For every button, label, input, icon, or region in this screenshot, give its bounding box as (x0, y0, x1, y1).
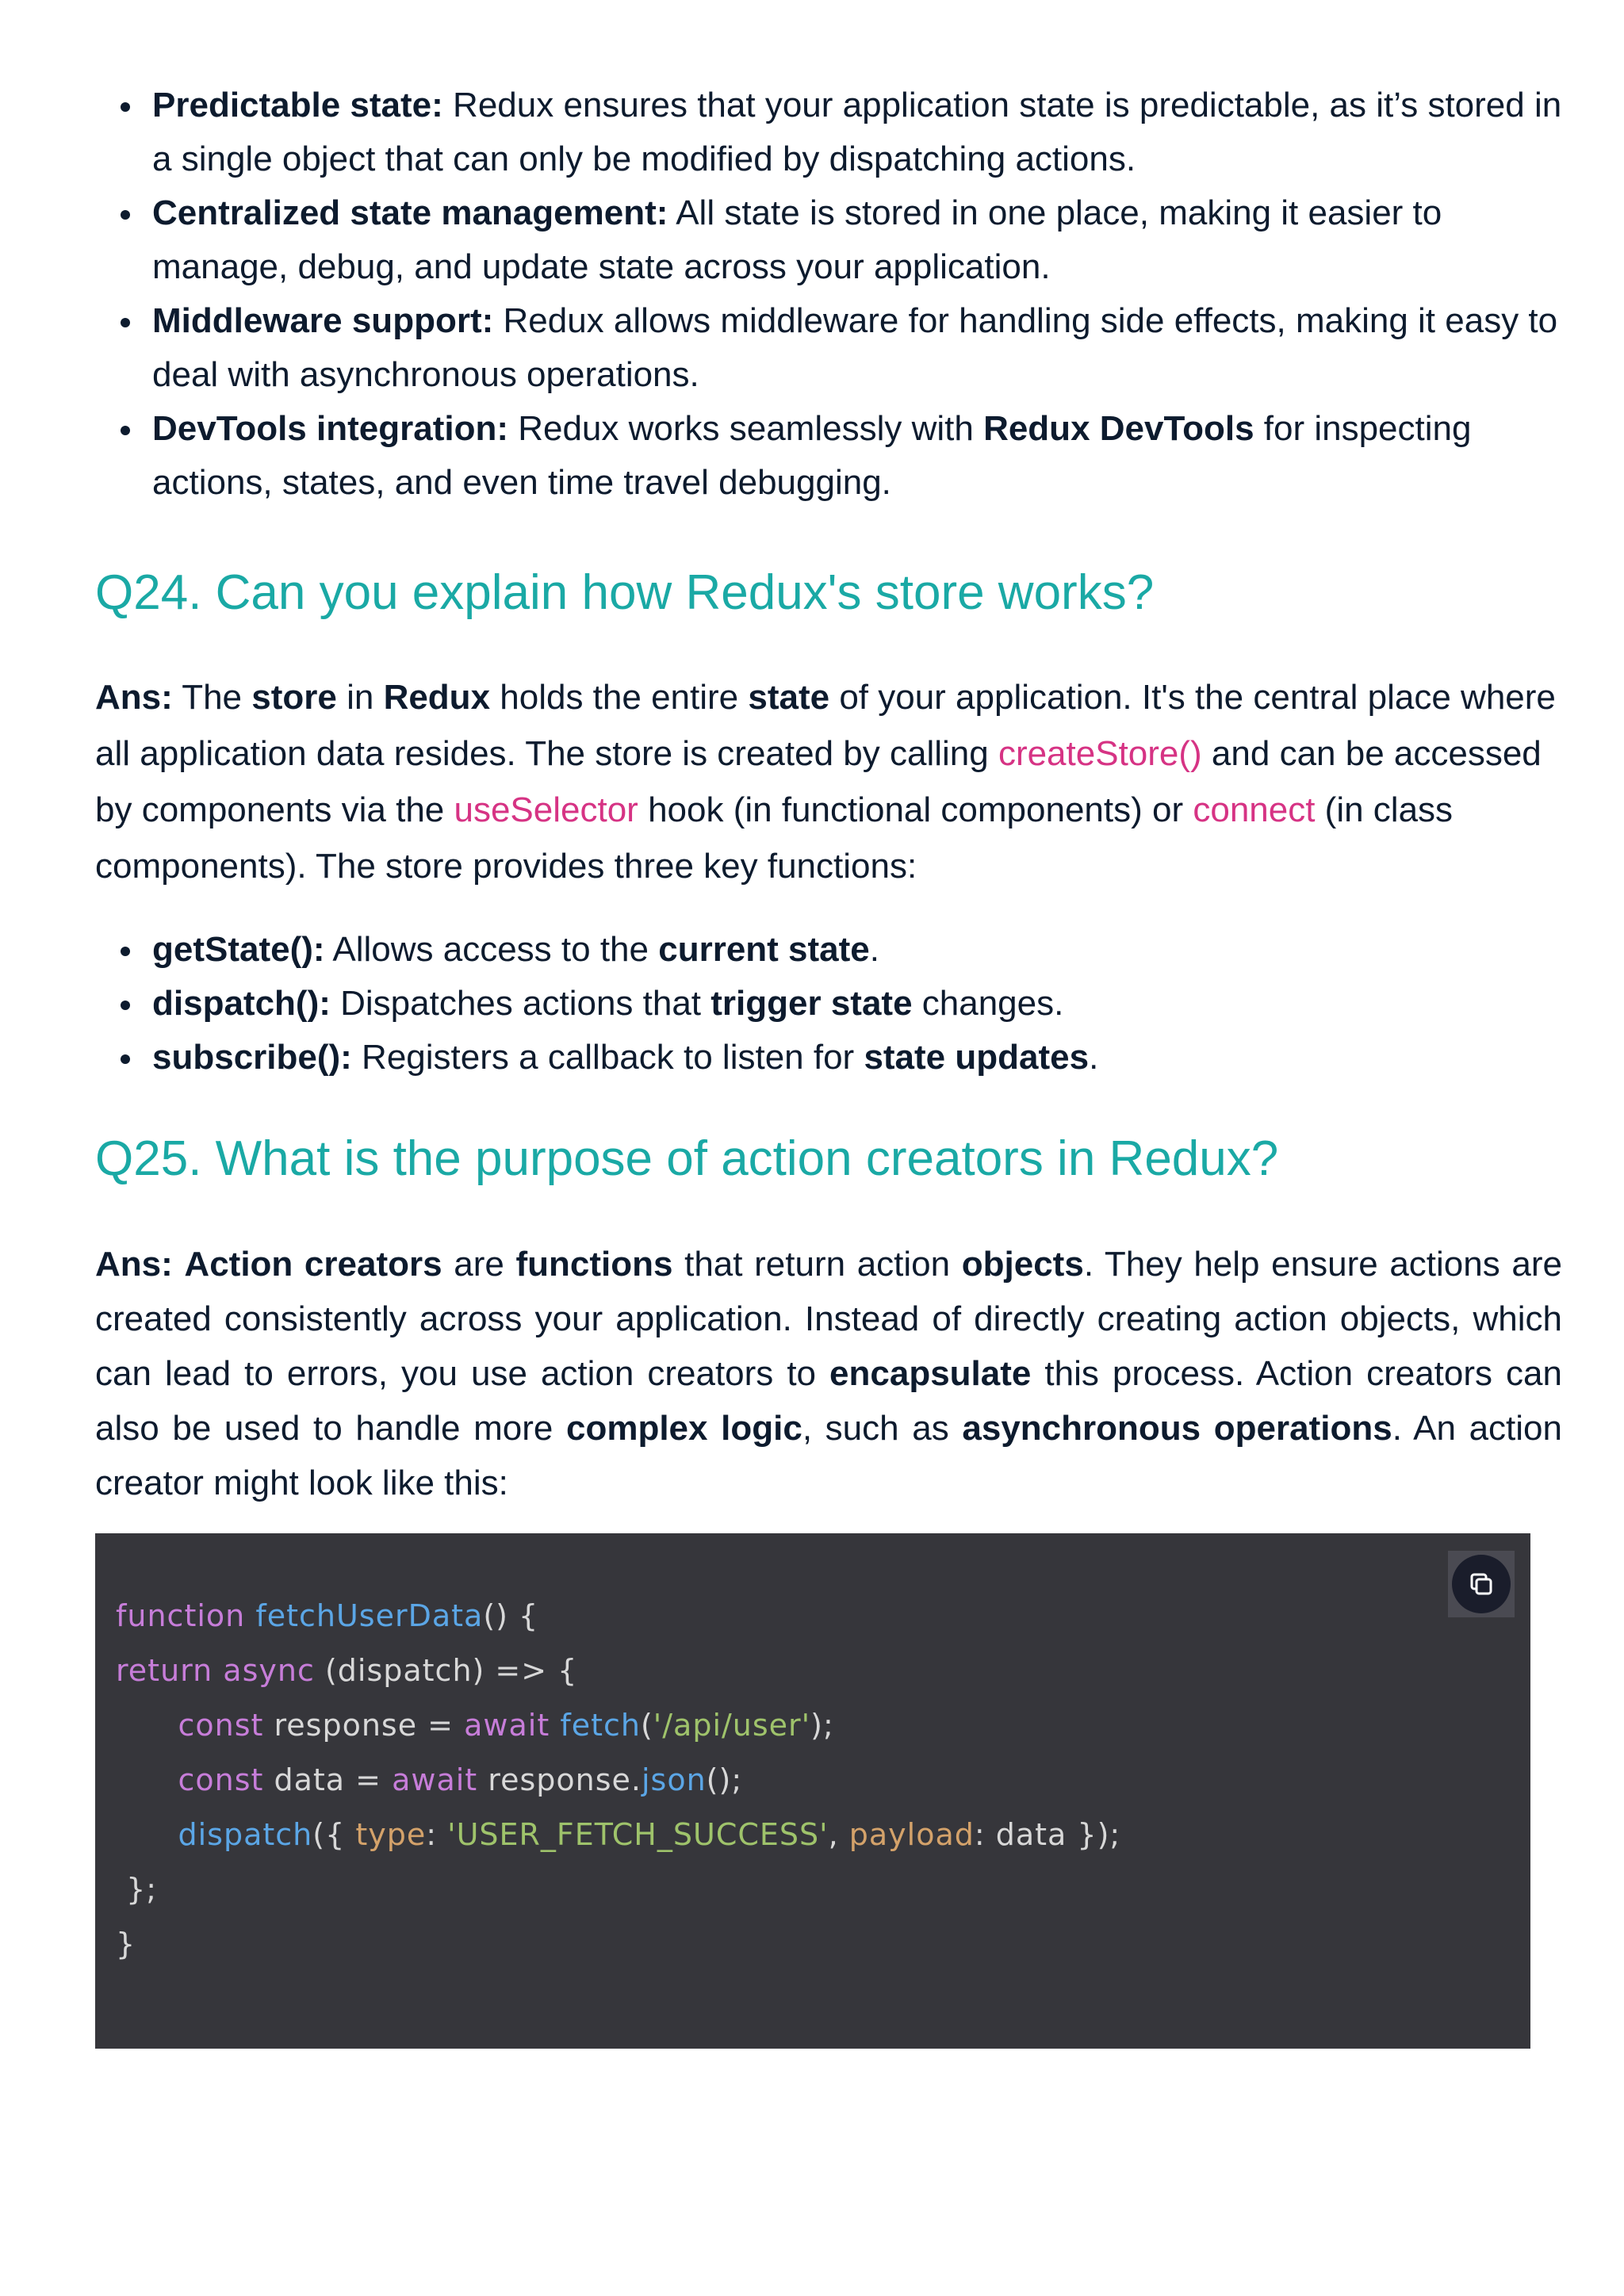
code-token: const (178, 1762, 264, 1797)
answer-text: are (442, 1245, 516, 1284)
bold-text: state (748, 678, 830, 717)
bullet-text: . (869, 930, 879, 969)
code-token: (dispatch) => { (314, 1653, 578, 1688)
list-item (95, 186, 1562, 294)
code-token: } (116, 1927, 136, 1961)
code-token: response. (477, 1762, 642, 1797)
answer-text: holds the entire (490, 678, 749, 717)
code-token: return (116, 1653, 213, 1688)
code-token (116, 1817, 178, 1852)
bullet-bold-text: current state (658, 930, 870, 969)
q24-answer (95, 669, 1562, 894)
code-line (116, 1753, 1120, 1808)
bullet-term: Predictable state: (152, 86, 443, 124)
code-token: function (116, 1598, 246, 1633)
code-line (116, 1808, 1120, 1862)
code-token: response = (263, 1708, 465, 1743)
bullet-term: Centralized state management: (152, 193, 668, 232)
inline-code: useSelector (454, 790, 638, 829)
list-item (95, 294, 1562, 402)
code-line (116, 1862, 1120, 1917)
code-token: fetchUserData (255, 1598, 484, 1633)
bullet-term: Middleware support: (152, 301, 494, 340)
answer-text: The (172, 678, 252, 717)
answer-label: Ans: (95, 1245, 173, 1284)
bullet-term: DevTools integration: (152, 409, 508, 448)
code-token: type (355, 1817, 427, 1852)
code-token: dispatch (178, 1817, 313, 1852)
bullet-term: subscribe(): (152, 1038, 352, 1077)
answer-text: of your application. It's the central place where all application data resides. The store is created by calling (95, 678, 1556, 773)
bullet-text: Allows access to the (324, 930, 659, 969)
list-item (95, 923, 1562, 977)
bold-text: functions (515, 1245, 673, 1284)
answer-text: this process. Action creators can also be used to handle more (95, 1354, 1562, 1448)
code-token: ({ (312, 1817, 356, 1852)
code-token: fetch (560, 1708, 641, 1743)
copy-code-button[interactable] (1448, 1551, 1515, 1617)
answer-text: . They help ensure actions are created consistently across your application. Instead of directly creating action objects, which can lead to errors, you use action creators to (95, 1245, 1562, 1393)
code-token: (); (706, 1762, 743, 1797)
code-token: ( (640, 1708, 653, 1743)
bold-text: complex logic (565, 1409, 802, 1448)
bullet-text: Registers a callback to listen for (351, 1038, 864, 1077)
bullet-text: All state is stored in one place, making it easier to manage, debug, and update state across your application. (152, 193, 1442, 286)
bold-text: store (251, 678, 337, 717)
code-token (116, 1708, 178, 1743)
code-token: : data }); (974, 1817, 1121, 1852)
bullet-term: getState(): (152, 930, 325, 969)
store-functions-list (95, 923, 1562, 1085)
bold-text: Action creators (184, 1245, 442, 1284)
answer-text: in (336, 678, 384, 717)
code-line (116, 1698, 1120, 1753)
bullet-text: . (1089, 1038, 1099, 1077)
bullet-bold-text: Redux DevTools (983, 409, 1254, 448)
code-block (95, 1533, 1530, 2049)
answer-text: , such as (802, 1409, 963, 1448)
bullet-text: Redux works seamlessly with (508, 409, 984, 448)
code-token: await (464, 1708, 550, 1743)
code-token (213, 1653, 223, 1688)
q25-heading: Q25. What is the purpose of action creators in Redux? (95, 1131, 1279, 1186)
code-token: payload (848, 1817, 975, 1852)
code-token (245, 1598, 255, 1633)
bullet-text: changes. (912, 984, 1064, 1023)
bold-text: encapsulate (829, 1354, 1032, 1393)
bullet-bold-text: state updates (864, 1038, 1090, 1077)
list-item (95, 1031, 1562, 1085)
code-token: await (392, 1762, 478, 1797)
code-token: const (178, 1708, 264, 1743)
answer-label: Ans: (95, 678, 173, 717)
list-item (95, 78, 1562, 186)
bullet-term: dispatch(): (152, 984, 331, 1023)
bullet-text: Dispatches actions that (330, 984, 711, 1023)
inline-code: connect (1193, 790, 1316, 829)
bullet-text: Redux ensures that your application state is predictable, as it’s stored in a single object that can only be modified by dispatching actions. (152, 86, 1562, 178)
answer-text: hook (in functional components) or (638, 790, 1193, 829)
code-token: 'USER_FETCH_SUCCESS' (447, 1817, 829, 1852)
bold-text: Redux (383, 678, 491, 717)
code-token: , (828, 1817, 849, 1852)
code-token (550, 1708, 560, 1743)
redux-benefits-list (95, 78, 1562, 510)
list-item (95, 402, 1562, 510)
answer-text: and can be accessed by components via the (95, 734, 1542, 829)
inline-code: createStore() (998, 734, 1202, 773)
bullet-text: for inspecting actions, states, and even time travel debugging. (152, 409, 1472, 502)
code-token: () { (483, 1598, 539, 1633)
code-line (116, 1644, 1120, 1698)
answer-text: . An action creator might look like this: (95, 1409, 1562, 1502)
copy-icon (1452, 1555, 1511, 1613)
code-token: data = (263, 1762, 393, 1797)
code-token: ); (810, 1708, 834, 1743)
code-token (116, 1762, 178, 1797)
bullet-text: Redux allows middleware for handling side effects, making it easy to deal with asynchronous operations. (152, 301, 1558, 394)
code-token: : (426, 1817, 448, 1852)
answer-text: that return action (672, 1245, 962, 1284)
bold-text: asynchronous operations (962, 1409, 1392, 1448)
q25-answer (95, 1237, 1562, 1510)
code-token: '/api/user' (653, 1708, 811, 1743)
answer-text: (in class components). The store provides three key functions: (95, 790, 1454, 886)
code-line (116, 1589, 1120, 1644)
code-line (116, 1917, 1120, 1972)
q24-heading: Q24. Can you explain how Redux's store works? (95, 565, 1155, 620)
code-token: json (641, 1762, 707, 1797)
list-item (95, 977, 1562, 1031)
code-token: }; (116, 1872, 158, 1907)
code-content (116, 1589, 1120, 1972)
code-token: async (223, 1653, 315, 1688)
bullet-bold-text: trigger state (710, 984, 913, 1023)
bold-text: objects (961, 1245, 1084, 1284)
